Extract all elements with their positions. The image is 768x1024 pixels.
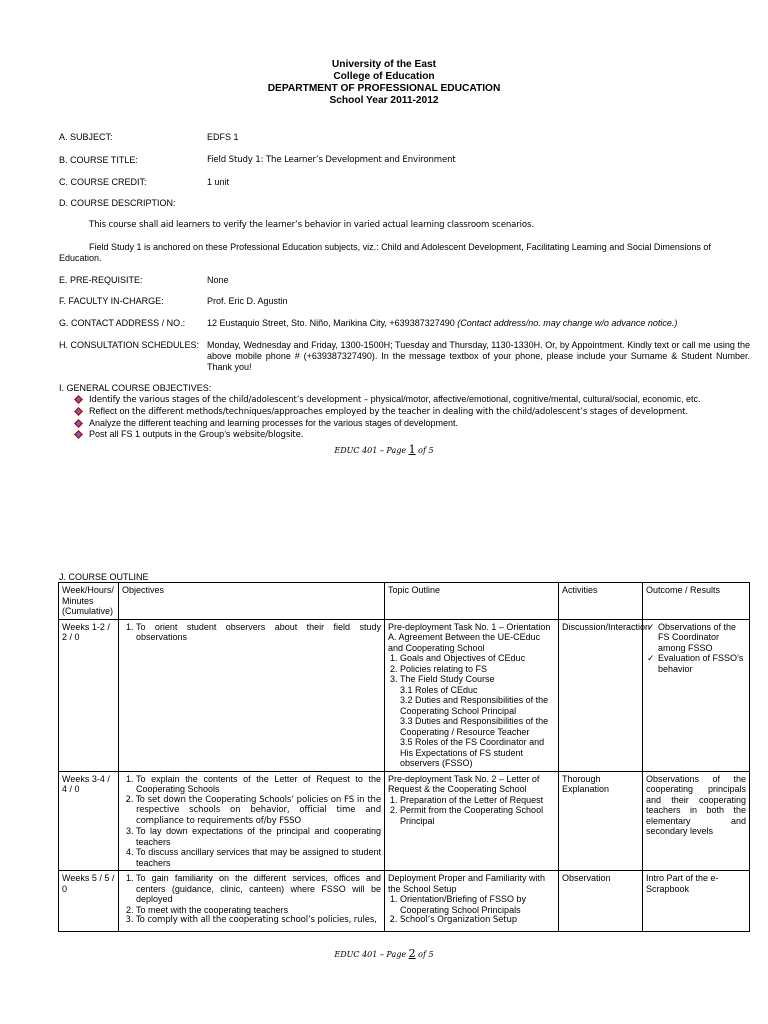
topic-item: 2. Permit from the Cooperating School Principal — [400, 805, 555, 826]
college-name: College of Education — [333, 71, 435, 82]
topic-title: Pre-deployment Task No. 1 – Orientation — [388, 621, 551, 632]
subject-value: EDFS 1 — [207, 132, 239, 142]
department-name: DEPARTMENT OF PROFESSIONAL EDUCATION — [267, 83, 501, 94]
header-topic: Topic Outline — [385, 583, 559, 620]
topic-subitem: 3.3 Duties and Responsibilities of the Cooperating / Resource Teacher — [400, 716, 549, 737]
objectives-list — [74, 394, 734, 441]
outcome-cell: Intro Part of the e-Scrapbook — [643, 871, 750, 932]
activities-cell: Discussion/Interaction — [559, 619, 643, 771]
topic-item: 2. School’s Organization Setup — [400, 915, 555, 926]
outcome-cell — [643, 619, 750, 771]
faculty-value: Prof. Eric D. Agustin — [207, 296, 288, 306]
description-paragraph-2: Field Study 1 is anchored on these Professional Education subjects, viz.: Child and Adolescent Development, Facilitating Learning and Social Dimensions of Education. — [59, 242, 711, 263]
topic-title: Deployment Proper and Familiarity with the School Setup — [388, 873, 546, 894]
description-paragraph-1: This course shall aid learners to verify the learner’s behavior in varied actual learning classroom scenarios. — [89, 220, 534, 230]
topic-subitem: 3.5 Roles of the FS Coordinator and His Expectations of FS student observers (FSSO) — [400, 737, 545, 768]
topic-cell — [385, 619, 559, 771]
course-credit-value: 1 unit — [207, 177, 230, 187]
header-week: Week/Hours/ Minutes (Cumulative) — [59, 583, 119, 620]
course-credit-label: C. COURSE CREDIT: — [59, 177, 147, 187]
topic-subitem: 3.1 Roles of CEduc — [400, 684, 478, 695]
header-outcome: Outcome / Results — [643, 583, 750, 620]
footer-suffix: of 5 — [415, 950, 434, 959]
footer-page-number: 2 — [408, 947, 416, 960]
week-cell: Weeks 1-2 / 2 / 0 — [59, 619, 119, 771]
objective-entry: 1. To orient student observers about their field study observations — [136, 622, 381, 643]
consultation-value: Monday, Wednesday and Friday, 1300-1500H; Tuesday and Thursday, 1130-1330H. Or, by Appointment. Kindly text or call me using the above mobile phone # (+639387327490). In the message textbox of your phone, please include your Surname & Student Number. Thank you! — [207, 340, 750, 372]
topic-subitem: 3.2 Duties and Responsibilities of the Cooperating School Principal — [400, 695, 549, 716]
table-row — [59, 619, 750, 771]
topic-item: 1. Orientation/Briefing of FSSO by Cooperating School Principals — [400, 894, 555, 915]
objective-entry: 1. To gain familiarity on the different services, offices and centers (guidance, clinic, canteen) where FSSO will be deployed — [136, 873, 381, 905]
table-header-row — [59, 583, 750, 620]
topic-item: 1. Preparation of the Letter of Request — [400, 795, 555, 806]
activities-cell: Thorough Explanation — [559, 771, 643, 871]
objectives-cell — [119, 771, 385, 871]
objective-entry: 2. To meet with the cooperating teachers — [136, 905, 381, 916]
contact-label: G. CONTACT ADDRESS / NO.: — [59, 318, 186, 328]
objective-text: website/blogsite. — [232, 430, 304, 440]
objective-item — [74, 406, 734, 418]
topic-a: A. Agreement Between the UE-CEduc and Cooperating School — [388, 632, 541, 653]
objective-entry: 3. To lay down expectations of the principal and cooperating teachers — [136, 826, 381, 847]
page-footer — [0, 947, 768, 960]
topic-item: 3. The Field Study Course — [400, 674, 555, 685]
week-cell: Weeks 3-4 / 4 / 0 — [59, 771, 119, 871]
footer-page-number: 1 — [408, 443, 416, 456]
consultation-label: H. CONSULTATION SCHEDULES: — [59, 340, 200, 350]
week-cell: Weeks 5 / 5 / 0 — [59, 871, 119, 932]
university-name: University of the East — [331, 59, 437, 70]
course-outline-title: J. COURSE OUTLINE — [59, 572, 149, 582]
table-row — [59, 871, 750, 932]
objective-text: physical/motor, affective/emotional, cognitive/mental, cultural/social, economic, etc. — [370, 394, 701, 404]
course-description-label: D. COURSE DESCRIPTION: — [59, 198, 176, 208]
topic-cell — [385, 871, 559, 932]
header-activities: Activities — [559, 583, 643, 620]
diamond-bullet-icon — [74, 395, 83, 404]
outcome-entry: ✓ Evaluation of FSSO’s behavior — [658, 653, 746, 674]
topic-title: Pre-deployment Task No. 2 – Letter of Request & the Cooperating School — [388, 773, 540, 794]
objective-entry: 3. To comply with all the cooperating school’s policies, rules, — [136, 915, 381, 926]
course-outline-table — [58, 582, 750, 932]
objective-text: Analyze the different teaching and learning processes for the various stages of development. — [89, 418, 459, 428]
objectives-cell — [119, 619, 385, 771]
objective-item — [74, 418, 734, 429]
objectives-title: I. GENERAL COURSE OBJECTIVES: — [59, 383, 212, 393]
objectives-cell — [119, 871, 385, 932]
diamond-bullet-icon — [74, 407, 83, 416]
header-objectives: Objectives — [119, 583, 385, 620]
prerequisite-label: E. PRE-REQUISITE: — [59, 275, 143, 285]
outcome-cell: Observations of the cooperating principals and their cooperating teachers in both the elementary and secondary levels — [643, 771, 750, 871]
course-title-label: B. COURSE TITLE: — [59, 155, 138, 165]
contact-value — [207, 318, 677, 329]
prerequisite-value: None — [207, 275, 229, 285]
objective-lead: Reflect on — [89, 406, 133, 416]
objective-lead: Post all FS 1 outputs in the Group’s — [89, 429, 233, 439]
diamond-bullet-icon — [74, 419, 83, 428]
activities-cell: Observation — [559, 871, 643, 932]
topic-item: 1. Goals and Objectives of CEduc — [400, 653, 555, 664]
objective-entry: 1. To explain the contents of the Letter of Request to the Cooperating Schools — [136, 774, 381, 795]
faculty-label: F. FACULTY IN-CHARGE: — [59, 296, 164, 306]
objective-text: the different methods/techniques/approaches employed by the teacher in dealing with the child/adolescent’s stages of development. — [132, 407, 688, 417]
footer-prefix: EDUC 401 – Page — [334, 950, 409, 959]
contact-note: (Contact address/no. may change w/o advance notice.) — [457, 318, 678, 328]
topic-cell — [385, 771, 559, 871]
objective-item — [74, 429, 734, 441]
objective-entry: 2. To set down the Cooperating Schools’ policies on FS in the respective schools on behavior, official time and compliance to requirements of/by FSSO — [136, 795, 381, 827]
objective-lead: Identify the various stages of the child/adolescent’s development – — [89, 395, 371, 405]
objective-item — [74, 394, 734, 406]
footer-suffix: of 5 — [415, 446, 434, 455]
outcome-entry: ✓ Observations of the FS Coordinator among FSSO — [658, 622, 746, 654]
page-1 — [0, 0, 768, 505]
course-title-value: Field Study 1: The Learner’s Development and Environment — [207, 155, 456, 165]
footer-prefix: EDUC 401 – Page — [334, 446, 409, 455]
diamond-bullet-icon — [74, 430, 83, 439]
objective-entry: 4. To discuss ancillary services that may be assigned to student teachers — [136, 847, 381, 868]
page-footer — [0, 443, 768, 456]
subject-label: A. SUBJECT: — [59, 132, 113, 142]
document-header — [0, 59, 768, 107]
contact-address: 12 Eustaquio Street, Sto. Niño, Marikina City, +639387327490 — [207, 318, 458, 328]
topic-item: 2. Policies relating to FS — [400, 664, 555, 675]
school-year: School Year 2011-2012 — [329, 95, 439, 106]
table-row — [59, 771, 750, 871]
